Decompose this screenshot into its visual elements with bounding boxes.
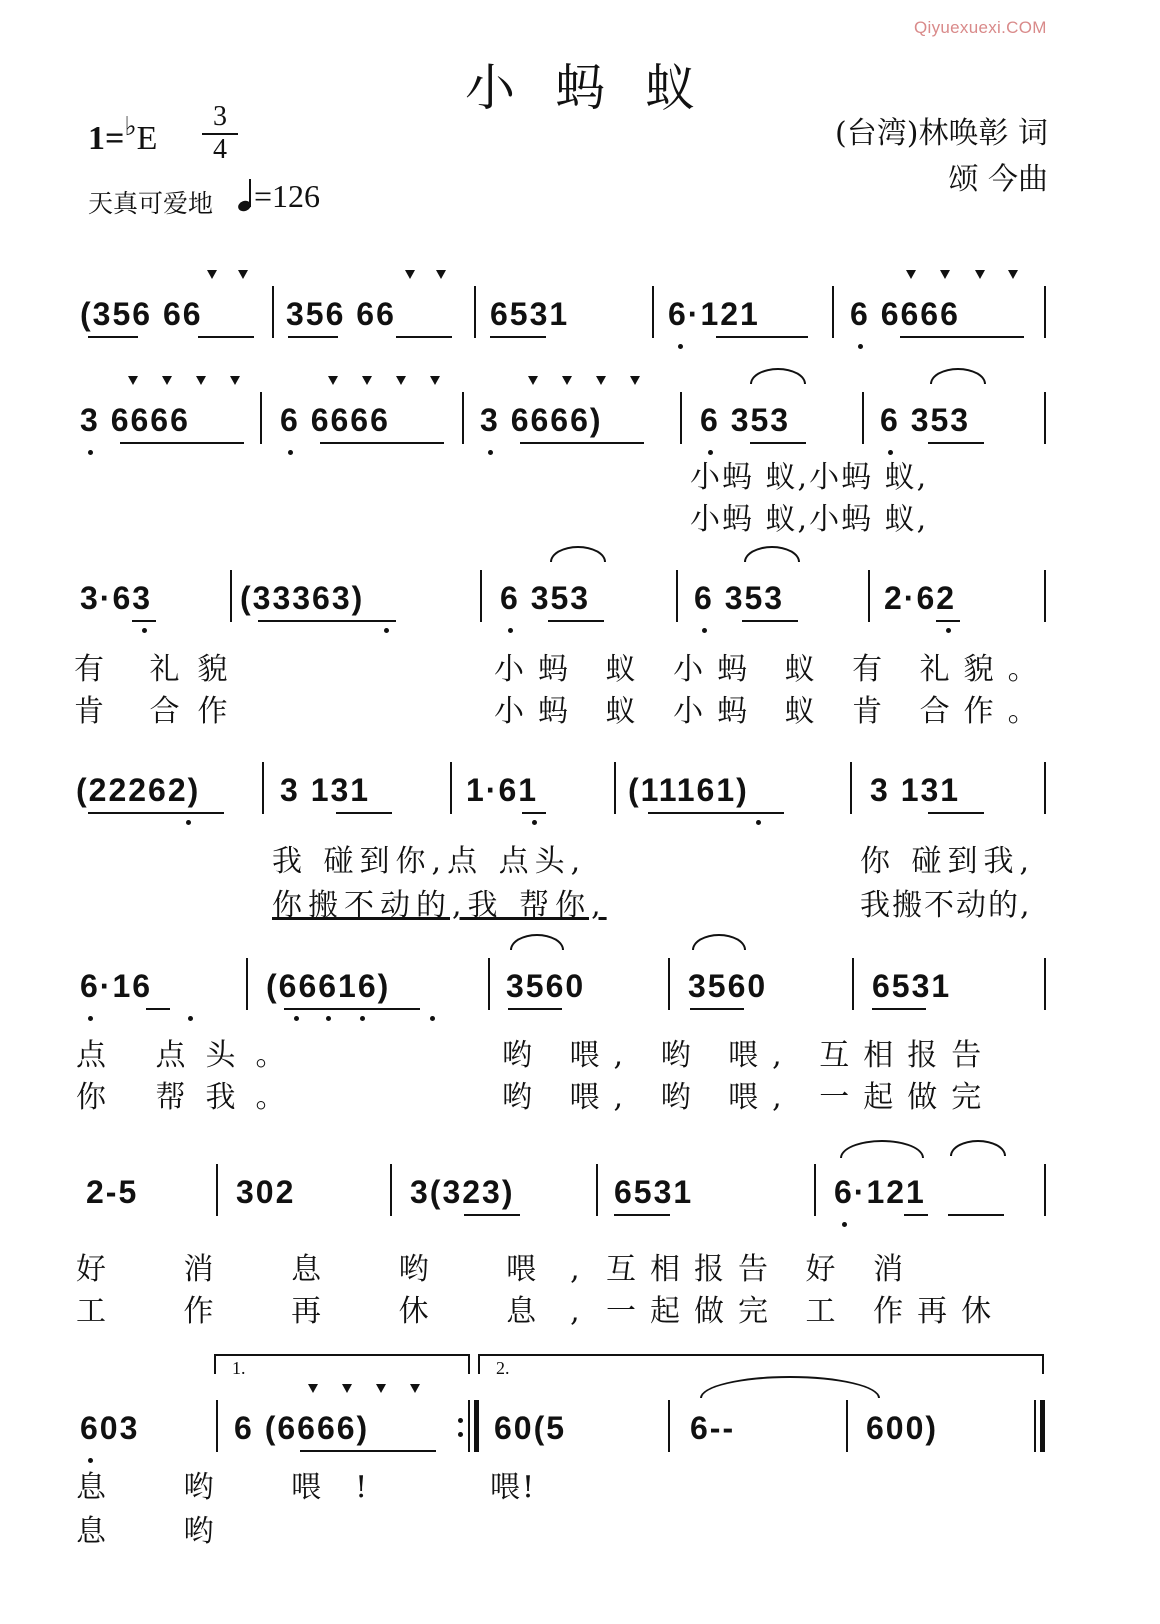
volta-bracket-2 xyxy=(478,1354,1044,1374)
underline xyxy=(750,442,806,444)
accent-mark xyxy=(308,1384,318,1393)
measure-notes: 6·121 xyxy=(834,1174,926,1210)
octave-dot xyxy=(294,1016,299,1021)
accent-mark xyxy=(405,270,415,279)
tempo-value: =126 xyxy=(254,178,321,214)
accent-mark xyxy=(410,1384,420,1393)
bar-line xyxy=(480,570,482,622)
bar-line xyxy=(488,958,490,1010)
lyric-line-1-left: 我 碰到你,点 点头, xyxy=(272,844,587,879)
octave-dot xyxy=(88,1016,93,1021)
staff-row-2 xyxy=(70,392,1080,462)
measure-notes: 6 353 xyxy=(880,402,971,438)
tie-slur xyxy=(510,934,564,950)
lyric-line-1-left: 息 哟 喂! xyxy=(76,1470,402,1505)
bar-line xyxy=(1044,762,1046,814)
octave-dot xyxy=(756,820,761,825)
bar-line xyxy=(1044,570,1046,622)
underline xyxy=(336,812,392,814)
measure-notes: (356 66 xyxy=(80,296,203,332)
lyric-line-1-right: 互相报告 好 消 xyxy=(606,1252,918,1287)
octave-dot xyxy=(532,820,537,825)
bar-line xyxy=(216,1400,218,1452)
measure-notes: 1·61 xyxy=(466,772,539,808)
measure-notes: (22262) xyxy=(76,772,201,808)
measure-notes: 6 (6666) xyxy=(234,1410,370,1446)
repeat-dot xyxy=(458,1418,463,1423)
underline xyxy=(690,1008,744,1010)
underline xyxy=(132,620,156,622)
tie-slur xyxy=(840,1140,924,1158)
octave-dot xyxy=(360,1016,365,1021)
measure-notes: 2-5 xyxy=(86,1174,139,1210)
bar-line xyxy=(850,762,852,814)
measure-notes: 3 131 xyxy=(870,772,961,808)
bar-line xyxy=(230,570,232,622)
accent-mark xyxy=(906,270,916,279)
tie-slur xyxy=(550,546,606,562)
bar-line xyxy=(614,762,616,814)
measure-notes: 302 xyxy=(236,1174,296,1210)
bar-line xyxy=(1044,958,1046,1010)
octave-dot xyxy=(946,628,951,633)
accent-mark xyxy=(162,376,172,385)
underline xyxy=(288,336,338,338)
underline xyxy=(300,1450,436,1452)
staff-row-1 xyxy=(70,286,1080,356)
accent-mark xyxy=(396,376,406,385)
octave-dot xyxy=(186,820,191,825)
accent-mark xyxy=(342,1384,352,1393)
measure-notes: 6·121 xyxy=(668,296,760,332)
bar-line xyxy=(832,286,834,338)
measure-notes: 6 353 xyxy=(694,580,785,616)
flat-symbol: ♭ xyxy=(124,112,137,141)
bar-line xyxy=(596,1164,598,1216)
underline xyxy=(928,812,984,814)
staff-row-7 xyxy=(70,1400,1080,1470)
measure-notes: 3560 xyxy=(688,968,768,1004)
octave-dot xyxy=(384,628,389,633)
bar-line xyxy=(668,1400,670,1452)
measure-notes: 6531 xyxy=(614,1174,694,1210)
bar-line xyxy=(680,392,682,444)
measure-notes: 356 66 xyxy=(286,296,396,332)
measure-notes: 3·63 xyxy=(80,580,153,616)
underline xyxy=(872,1008,926,1010)
measure-notes: 3 6666) xyxy=(480,402,603,438)
tie-slur xyxy=(692,934,746,950)
accent-mark xyxy=(362,376,372,385)
staff-row-6 xyxy=(70,1164,1080,1234)
octave-dot xyxy=(488,450,493,455)
underline xyxy=(948,1214,1004,1216)
measure-notes: 6 6666 xyxy=(850,296,960,332)
lyric-line-2: 小蚂 蚁,小蚂 蚁, xyxy=(690,502,929,537)
underline xyxy=(900,336,1024,338)
bar-line xyxy=(1044,392,1046,444)
tie-slur xyxy=(950,1140,1006,1156)
time-bottom: 4 xyxy=(213,134,227,165)
octave-dot xyxy=(858,344,863,349)
underline xyxy=(120,442,244,444)
bar-line xyxy=(262,762,264,814)
measure-notes: 6531 xyxy=(872,968,952,1004)
underline xyxy=(614,1214,670,1216)
bar-line xyxy=(668,958,670,1010)
repeat-bar-line xyxy=(474,1400,479,1452)
watermark: Qiyuexuexi.COM xyxy=(914,18,1047,37)
volta-number-1: 1. xyxy=(232,1358,246,1378)
accent-mark xyxy=(630,376,640,385)
tie-slur xyxy=(744,546,800,562)
accent-mark xyxy=(940,270,950,279)
lyric-line-2-right: 哟 喂, 哟 喂, 一起做完 xyxy=(502,1080,996,1115)
tie-slur xyxy=(930,368,986,384)
measure-notes: (33363) xyxy=(240,580,365,616)
lyric-line-2-left: 你 帮我。 xyxy=(76,1080,306,1115)
lyric-line-1-left: 好 消 息 哟 喂, xyxy=(76,1252,614,1287)
accent-mark xyxy=(528,376,538,385)
lyric-line-2-left: 你搬不动的,我 帮你, xyxy=(272,888,607,923)
underline xyxy=(146,1008,170,1010)
composer-credit: 颂 今曲 xyxy=(948,162,1048,197)
accent-mark xyxy=(436,270,446,279)
bar-line xyxy=(1044,286,1046,338)
underline xyxy=(936,620,960,622)
bar-line xyxy=(260,392,262,444)
song-title: 小蚂蚁 xyxy=(465,59,735,117)
underline xyxy=(520,442,644,444)
bar-line xyxy=(814,1164,816,1216)
lyric-line-2-left: 肯 合作 xyxy=(74,694,246,729)
volta-bracket-1 xyxy=(214,1354,470,1374)
underline xyxy=(548,620,604,622)
accent-mark xyxy=(230,376,240,385)
measure-notes: 3(323) xyxy=(410,1174,515,1210)
lyric-line-1-right: 你 碰到我, xyxy=(860,844,1036,879)
accent-mark xyxy=(196,376,206,385)
bar-line xyxy=(450,762,452,814)
lyric-line-2-left: 息 哟 xyxy=(76,1514,248,1549)
repeat-dot xyxy=(458,1432,463,1437)
tie-slur xyxy=(700,1376,880,1398)
underline xyxy=(396,336,452,338)
staff-row-3 xyxy=(70,570,1080,640)
bar-line xyxy=(272,286,274,338)
bar-line xyxy=(468,1400,470,1452)
underline xyxy=(284,1008,420,1010)
lyric-line-2-right: 我搬不动的, xyxy=(860,888,1032,923)
bar-line xyxy=(652,286,654,338)
measure-notes: 600) xyxy=(866,1410,939,1446)
octave-dot xyxy=(188,1016,193,1021)
staff-row-4 xyxy=(70,762,1080,832)
accent-mark xyxy=(1008,270,1018,279)
underline xyxy=(742,620,798,622)
accent-mark xyxy=(562,376,572,385)
bar-line xyxy=(474,286,476,338)
staff-row-5 xyxy=(70,958,1080,1028)
lyric-line-1-left: 点 点头。 xyxy=(76,1038,306,1073)
lyric-line-1-left: 有 礼貌 xyxy=(74,652,246,687)
bar-line xyxy=(862,392,864,444)
measure-notes: 3 131 xyxy=(280,772,371,808)
underline xyxy=(320,442,444,444)
accent-mark xyxy=(128,376,138,385)
underline xyxy=(904,1214,928,1216)
measure-notes: 6531 xyxy=(490,296,570,332)
underline xyxy=(508,1008,562,1010)
volta-number-2: 2. xyxy=(496,1358,510,1378)
bar-line xyxy=(462,392,464,444)
tie-slur xyxy=(750,368,806,384)
lyric-line-2-right: 小蚂 蚁 小蚂 蚁 肯 合作。 xyxy=(494,694,1052,729)
measure-notes: 3 6666 xyxy=(80,402,190,438)
measure-notes: (11161) xyxy=(628,772,749,808)
bar-line xyxy=(216,1164,218,1216)
underline xyxy=(88,812,224,814)
accent-mark xyxy=(596,376,606,385)
accent-mark xyxy=(328,376,338,385)
octave-dot xyxy=(142,628,147,633)
bar-line xyxy=(868,570,870,622)
time-signature xyxy=(202,101,238,165)
measure-notes: (66616) xyxy=(266,968,391,1004)
lyric-line-2-right: 一起做完 工 作再休 xyxy=(606,1294,1006,1329)
time-top: 3 xyxy=(213,101,227,132)
octave-dot xyxy=(326,1016,331,1021)
measure-notes: 3560 xyxy=(506,968,586,1004)
underline xyxy=(928,442,984,444)
bar-line xyxy=(846,1400,848,1452)
lyric-line-1: 小蚂 蚁,小蚂 蚁, xyxy=(690,460,929,495)
expression-mark: 天真可爱地 xyxy=(88,189,214,218)
quarter-note-icon xyxy=(238,179,254,211)
lyric-line-1-right: 哟 喂, 哟 喂, 互相报告 xyxy=(502,1038,996,1073)
octave-dot xyxy=(678,344,683,349)
underline xyxy=(464,1214,520,1216)
octave-dot xyxy=(508,628,513,633)
key-signature xyxy=(88,112,157,158)
lyric-line-2-left: 工 作 再 休 息, xyxy=(76,1294,614,1329)
bar-line xyxy=(246,958,248,1010)
underline xyxy=(88,336,138,338)
underline xyxy=(648,812,784,814)
octave-dot xyxy=(430,1016,435,1021)
octave-dot xyxy=(288,450,293,455)
key-note: E xyxy=(136,120,158,157)
octave-dot xyxy=(88,450,93,455)
accent-mark xyxy=(975,270,985,279)
lyricist-credit: (台湾)林唤彰 词 xyxy=(835,116,1048,151)
measure-notes: 6 6666 xyxy=(280,402,390,438)
measure-notes: 6 353 xyxy=(500,580,591,616)
accent-mark xyxy=(238,270,248,279)
measure-notes: 60(5 xyxy=(494,1410,567,1446)
bar-line xyxy=(390,1164,392,1216)
lyric-line-1-right: 小蚂 蚁 小蚂 蚁 有 礼貌。 xyxy=(494,652,1052,687)
accent-mark xyxy=(376,1384,386,1393)
tempo-mark xyxy=(238,178,320,215)
underline xyxy=(522,812,546,814)
underline xyxy=(490,336,546,338)
underline xyxy=(716,336,808,338)
key-prefix: 1= xyxy=(88,120,125,157)
bar-line xyxy=(1034,1400,1036,1452)
measure-notes: 6·16 xyxy=(80,968,153,1004)
measure-notes: 603 xyxy=(80,1410,140,1446)
bar-line xyxy=(1044,1164,1046,1216)
measure-notes: 6-- xyxy=(690,1410,736,1446)
final-bar-line xyxy=(1040,1400,1045,1452)
accent-mark xyxy=(207,270,217,279)
octave-dot xyxy=(702,628,707,633)
measure-notes: 2·62 xyxy=(884,580,957,616)
accent-mark xyxy=(430,376,440,385)
underline xyxy=(198,336,254,338)
underline xyxy=(258,620,396,622)
bar-line xyxy=(852,958,854,1010)
lyric-line-1-right: 喂! xyxy=(490,1470,537,1505)
octave-dot xyxy=(842,1222,847,1227)
bar-line xyxy=(676,570,678,622)
measure-notes: 6 353 xyxy=(700,402,791,438)
